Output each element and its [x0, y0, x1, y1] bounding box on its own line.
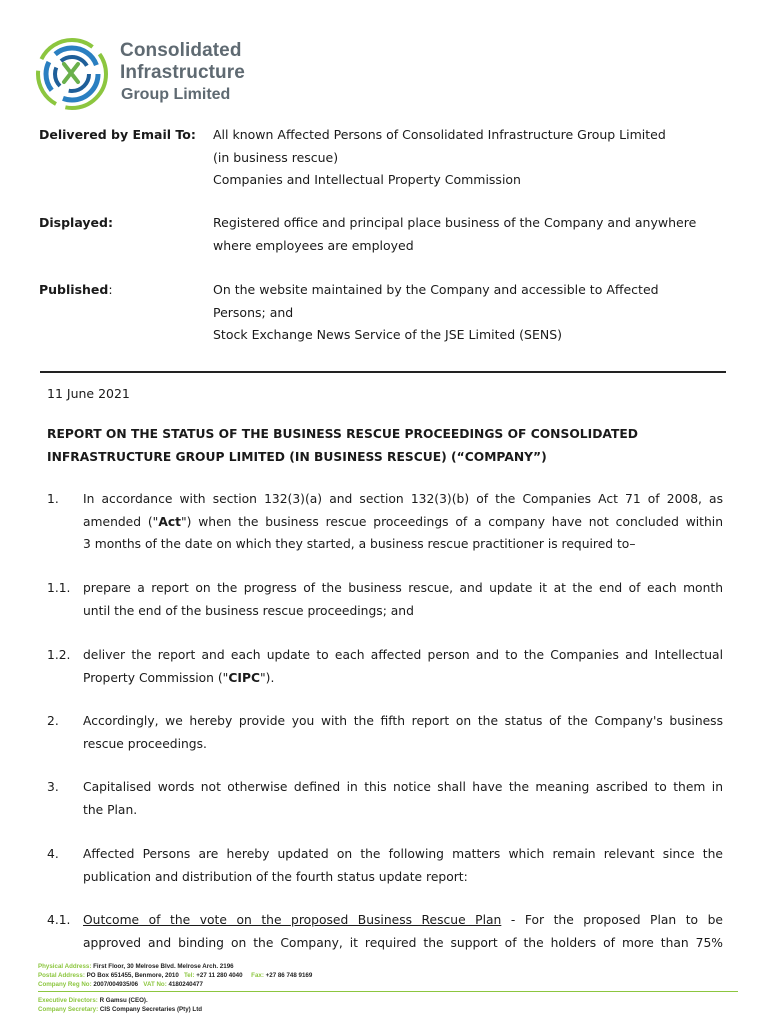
divider [40, 371, 726, 373]
logo-line-2: Infrastructure [120, 62, 245, 83]
logo-mark-icon [34, 34, 114, 114]
footer-line [38, 996, 202, 1005]
paragraph-number: 3. [47, 780, 59, 794]
published-value [213, 279, 733, 347]
paragraph-line [83, 511, 723, 534]
defined-term-act: Act [158, 514, 181, 529]
footer-key: VAT No: [143, 981, 167, 988]
published-label [39, 279, 113, 302]
paragraph-number: 4.1. [47, 913, 71, 927]
paragraph-body [83, 909, 723, 954]
footer-value: R Gamsu (CEO). [99, 997, 148, 1004]
published-line: Stock Exchange News Service of the JSE Limited (SENS) [213, 327, 562, 342]
paragraph-line: 3 months of the date on which they started, a business rescue practitioner is required to– [83, 537, 636, 551]
line-part: amended (" [83, 514, 159, 529]
logo-line-1: Consolidated [120, 40, 242, 61]
published-colon: : [108, 282, 113, 297]
line-part: ") when the business rescue proceedings of a company have not concluded within [181, 514, 723, 529]
company-logo [34, 34, 274, 114]
displayed-value [213, 212, 733, 257]
delivered-line: All known Affected Persons of Consolidated Infrastructure Group Limited [213, 127, 666, 142]
paragraph-line: rescue proceedings. [83, 736, 207, 751]
paragraph-number: 2. [47, 714, 59, 728]
published-label-text: Published [39, 282, 109, 297]
displayed-label: Displayed: [39, 215, 113, 230]
subheading-underlined: Outcome of the vote on the proposed Business Rescue Plan [83, 913, 502, 927]
paragraph-line: In accordance with section 132(3)(a) and section 132(3)(b) of the Companies Act 71 of 2008, as [83, 492, 723, 506]
footer-value: PO Box 651455, Benmore, 2010 [86, 972, 179, 979]
footer-line [38, 971, 738, 980]
footer-value: 4180240477 [168, 981, 203, 988]
page-footer [38, 962, 738, 989]
paragraph-number: 1. [47, 492, 59, 506]
footer-line [38, 1005, 202, 1014]
line-part: Property Commission (" [83, 670, 229, 685]
delivered-value [213, 124, 733, 192]
displayed-line: where employees are employed [213, 237, 414, 253]
footer-key: Company Reg No: [38, 981, 92, 988]
footer-key: Fax: [251, 972, 264, 979]
paragraph-line: the Plan. [83, 802, 138, 817]
published-line: On the website maintained by the Company and accessible to Affected [213, 282, 659, 297]
paragraph-line [83, 667, 723, 690]
footer-value: First Floor, 30 Melrose Blvd. Melrose Arch. 2196 [93, 963, 234, 970]
footer-key: Executive Directors: [38, 997, 98, 1004]
paragraph-line: prepare a report on the progress of the business rescue, and update it at the end of each month [83, 581, 723, 595]
paragraph-line: Capitalised words not otherwise defined in this notice shall have the meaning ascribed to them in [83, 780, 723, 794]
footer-key: Postal Address: [38, 972, 85, 979]
paragraph-body [83, 776, 723, 821]
published-line: Persons; and [213, 304, 294, 320]
paragraph-line: until the end of the business rescue proceedings; and [83, 603, 414, 618]
report-title [47, 423, 727, 468]
logo-line-3: Group Limited [121, 86, 231, 103]
paragraph-body [83, 577, 723, 622]
defined-term-cipc: CIPC [228, 670, 260, 685]
paragraph-body [83, 644, 723, 689]
footer-key: Company Secretary: [38, 1006, 99, 1013]
footer-value: CIS Company Secretaries (Pty) Ltd [99, 1006, 203, 1013]
paragraph-body [83, 488, 723, 556]
paragraph-body [83, 843, 723, 888]
page-footer-directors [38, 996, 202, 1014]
logo-wordmark [120, 40, 245, 106]
footer-line [38, 962, 738, 971]
footer-value: +27 11 280 4040 [196, 972, 243, 979]
footer-line [38, 980, 738, 989]
paragraph-line: publication and distribution of the fourth status update report: [83, 869, 468, 884]
line-part: "). [259, 670, 275, 685]
title-line: INFRASTRUCTURE GROUP LIMITED (IN BUSINESS RESCUE) (“COMPANY”) [47, 449, 547, 464]
footer-value: 2007/004935/06 [93, 981, 139, 988]
footer-value: +27 86 748 9169 [265, 972, 313, 979]
paragraph-line [83, 909, 723, 932]
paragraph-number: 4. [47, 847, 59, 861]
delivered-line: (in business rescue) [213, 149, 339, 165]
paragraph-line: Accordingly, we hereby provide you with the fifth report on the status of the Company's business [83, 714, 723, 728]
paragraph-line: deliver the report and each update to each affected person and to the Companies and Intellectual [83, 648, 723, 662]
paragraph-body [83, 710, 723, 755]
delivered-label: Delivered by Email To: [39, 127, 196, 142]
line-part: - For the proposed Plan to be [501, 913, 723, 927]
paragraph-line: Affected Persons are hereby updated on the following matters which remain relevant since the [83, 847, 723, 861]
displayed-line: Registered office and principal place business of the Company and anywhere [213, 215, 697, 230]
delivered-line: Companies and Intellectual Property Commission [213, 172, 521, 187]
footer-key: Tel: [183, 972, 195, 979]
footer-key: Physical Address: [38, 963, 92, 970]
paragraph-line: approved and binding on the Company, it required the support of the holders of more than 75% [83, 935, 723, 950]
footer-divider [38, 991, 738, 992]
report-date: 11 June 2021 [47, 386, 130, 401]
paragraph-number: 1.1. [47, 581, 71, 595]
title-line: REPORT ON THE STATUS OF THE BUSINESS RESCUE PROCEEDINGS OF CONSOLIDATED [47, 427, 638, 441]
paragraph-number: 1.2. [47, 648, 71, 662]
